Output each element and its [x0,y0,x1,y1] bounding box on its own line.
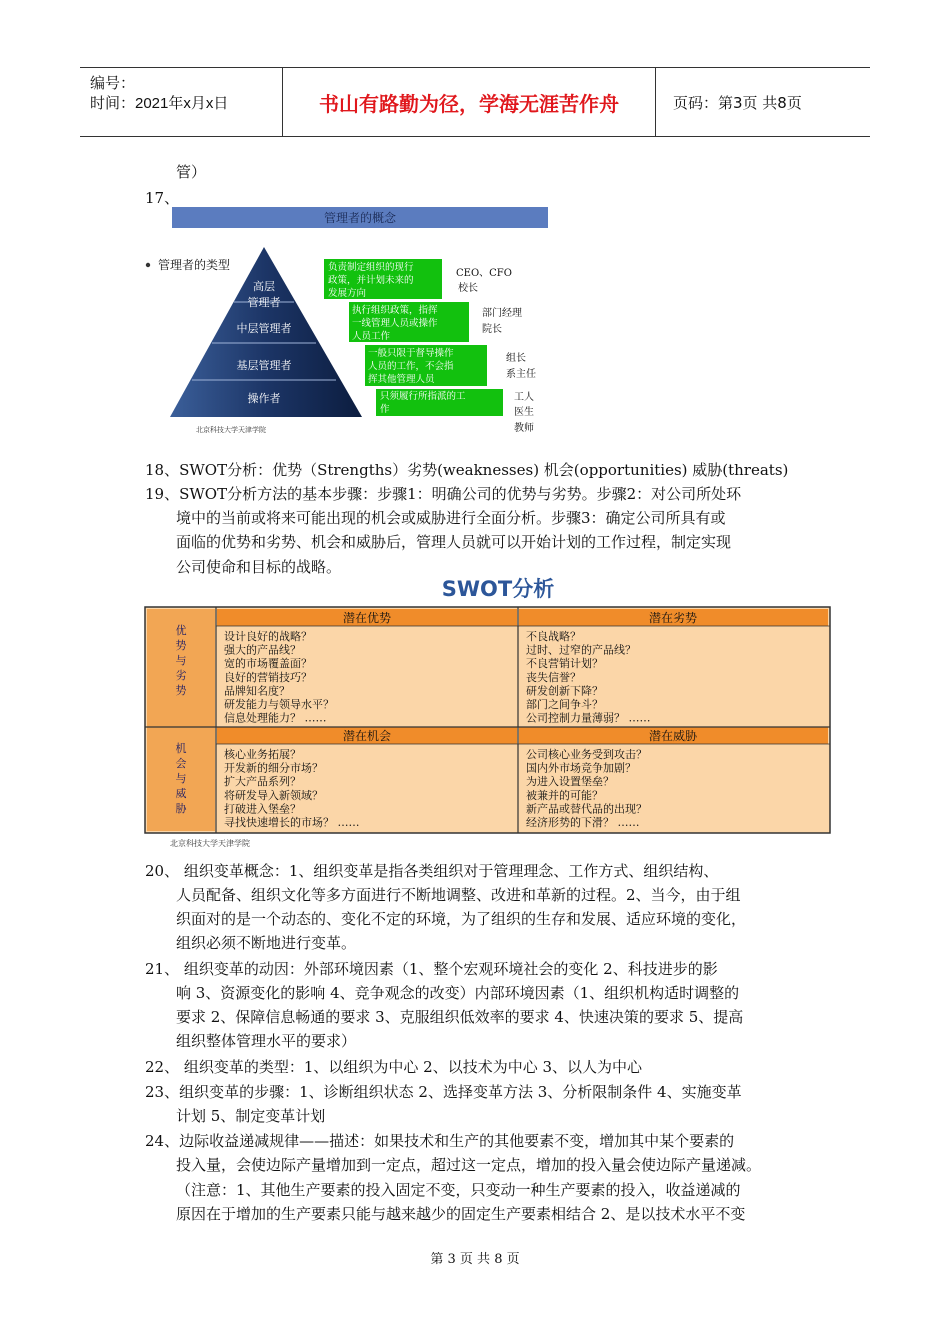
opportunities-item: 核心业务拓展？ [224,748,301,761]
page-footer: 第 3 页 共 8 页 [430,1252,520,1267]
text-line: 23、组织变革的步骤：1、诊断组织状态 2、选择变革方法 3、分析限制条件 4、实施变革 [145,1083,742,1101]
threats-item: 新产品或替代品的出现？ [526,802,647,816]
text-line: 人员配备、组织文化等多方面进行不断地调整、改进和革新的过程。2、当今，由于组 [176,886,741,904]
text-line: 境中的当前或将来可能出现的机会或威胁进行全面分析。步骤3：确定公司所具有或 [176,509,726,527]
level-top-2: 管理者 [247,296,281,309]
svg-text:与: 与 [175,654,187,667]
opportunities-item: 将研发导入新领域？ [224,788,323,802]
svg-text:势: 势 [175,639,187,652]
header-meta [80,68,283,136]
level-middle: 中层管理者 [236,322,292,335]
text-line: 组织整体管理水平的要求） [176,1032,357,1050]
text-line: 22、 组织变革的类型：1、以组织为中心 2、以技术为中心 3、以人为中心 [145,1058,643,1076]
text-line: （注意：1、其他生产要素的投入固定不变，只变动一种生产要素的投入，收益递减的 [176,1181,741,1199]
header-weaknesses: 潜在劣势 [648,611,698,625]
strengths-item: 强大的产品线？ [224,643,301,657]
strengths-item: 信息处理能力？ …… [224,711,327,725]
opportunities-item: 打破进入堡垒？ [224,802,301,816]
box-operator-line: 作 [380,404,390,415]
strengths-item: 品牌知名度？ [224,684,290,698]
svg-text:优: 优 [175,624,187,637]
example-middle: 院长 [482,324,502,335]
row2-label [176,741,188,815]
text-line: 17、 [145,189,180,207]
box-base-line: 一般只限于督导操作 [368,348,454,359]
text-line: 面临的优势和劣势、机会和威胁后，管理人员就可以开始计划的工作过程，制定实现 [176,533,732,551]
box-top-line: 政策，并计划未来的 [328,275,414,286]
threats-item: 为进入设置堡垒？ [526,775,614,789]
example-middle: 部门经理 [482,308,522,319]
threats-item: 经济形势的下滑？ …… [526,816,640,829]
svg-text:胁: 胁 [175,802,187,815]
box-middle-line: 人员工作 [352,331,391,342]
svg-text:势: 势 [175,684,187,697]
header-strengths: 潜在优势 [342,611,392,625]
page-header [80,67,870,137]
example-top: 校长 [458,283,478,294]
text-line: 原因在于增加的生产要素只能与越来越少的固定生产要素相结合 2、是以技术水平不变 [176,1205,746,1223]
text-line: 组织必须不断地进行变革。 [176,934,357,952]
example-top: CEO、CFO [456,268,512,279]
level-operator: 操作者 [247,392,281,405]
opportunities-item: 寻找快速增长的市场？ …… [224,816,360,829]
text-line: 18、SWOT分析：优势（Strengths）劣势(weaknesses) 机会(opportunities) 威胁(threats) [145,461,789,479]
weaknesses-item: 公司控制力量薄弱？ …… [526,711,651,725]
fig1-bullet: 管理者的类型 [158,258,231,272]
box-base-line: 人员的工作，不会指 [368,361,454,372]
strengths-item: 设计良好的战略？ [224,630,312,643]
box-top-line: 发展方向 [328,288,367,299]
swot-title: SWOT分析 [441,577,555,601]
header-opportunities: 潜在机会 [342,729,392,743]
example-base: 系主任 [506,369,536,380]
fig1-source: 北京科技大学天津学院 [196,426,266,434]
header-threats: 潜在威胁 [648,729,698,743]
text-line: 公司使命和目标的战略。 [176,558,342,576]
text-line: 20、 组织变革概念：1、组织变革是指各类组织对于管理理念、工作方式、组织结构、 [145,862,719,880]
threats-item: 公司核心业务受到攻击？ [526,748,647,761]
fig1-title: 管理者的概念 [323,211,397,225]
text-line: 要求 2、保障信息畅通的要求 3、克服组织低效率的要求 4、快速决策的要求 5、提高 [176,1008,744,1026]
example-operator: 教师 [514,423,534,434]
svg-text:与: 与 [175,772,187,785]
strengths-item: 良好的营销技巧？ [224,670,312,684]
threats-item: 被兼并的可能？ [526,788,603,802]
weaknesses-item: 不良营销计划？ [526,657,603,671]
opportunities-item: 开发新的细分市场？ [224,761,323,775]
text-line: 织面对的是一个动态的、变化不定的环境，为了组织的生存和发展、适应环境的变化， [176,910,747,928]
svg-text:威: 威 [175,787,187,800]
number-label: 编号： [90,75,136,92]
example-operator: 医生 [514,407,534,418]
time-label: 时间：2021年x月x日 [90,95,229,112]
strengths-item: 研发能力与领导水平？ [224,698,334,711]
weaknesses-item: 研发创新下降？ [526,684,603,698]
svg-text:劣: 劣 [175,669,187,682]
example-operator: 工人 [514,392,534,403]
opportunities-item: 扩大产品系列？ [224,775,301,789]
weaknesses-item: 不良战略？ [526,630,581,643]
managers-pyramid-figure [140,207,560,439]
threats-item: 国内外市场竞争加剧？ [526,761,636,775]
box-operator-line: 只须履行所指派的工 [380,391,466,402]
text-line: 计划 5、制定变革计划 [176,1107,326,1125]
weaknesses-item: 过时、过窄的产品线？ [526,643,636,657]
level-base: 基层管理者 [236,359,292,372]
box-base-line: 挥其他管理人员 [368,374,435,385]
text-line: 24、边际收益递减规律——描述：如果技术和生产的其他要素不变，增加其中某个要素的 [145,1132,735,1150]
box-top-line: 负责制定组织的现行 [328,262,414,273]
weaknesses-item: 部门之间争斗？ [526,698,603,711]
weaknesses-item: 丧失信誉？ [526,670,581,684]
fig2-source: 北京科技大学天津学院 [170,839,250,848]
example-base: 组长 [506,353,526,364]
box-middle-line: 一线管理人员或操作 [352,318,438,329]
text-line: 响 3、资源变化的影响 4、竞争观念的改变）内部环境因素（1、组织机构适时调整的 [176,984,740,1002]
row1-label [176,623,187,697]
text-line: 投入量，会使边际产量增加到一定点，超过这一定点，增加的投入量会使边际产量递减。 [176,1156,762,1174]
header-page: 页码：第3页 共8页 [673,93,802,112]
box-middle-line: 执行组织政策，指挥 [352,305,438,316]
svg-text:会: 会 [175,757,187,770]
level-top-1: 高层 [253,280,275,293]
header-slogan: 书山有路勤为径，学海无涯苦作舟 [283,68,656,136]
text-line: 19、SWOT分析方法的基本步骤：步骤1：明确公司的优势与劣势。步骤2：对公司所处环 [145,485,742,503]
bullet-dot [146,263,150,267]
text-line: 管） [176,163,207,181]
text-line: 21、 组织变革的动因：外部环境因素（1、整个宏观环境社会的变化 2、科技进步的影 [145,960,718,978]
svg-text:机: 机 [175,742,187,755]
swot-figure [140,572,840,852]
strengths-item: 宽的市场覆盖面？ [224,657,312,671]
